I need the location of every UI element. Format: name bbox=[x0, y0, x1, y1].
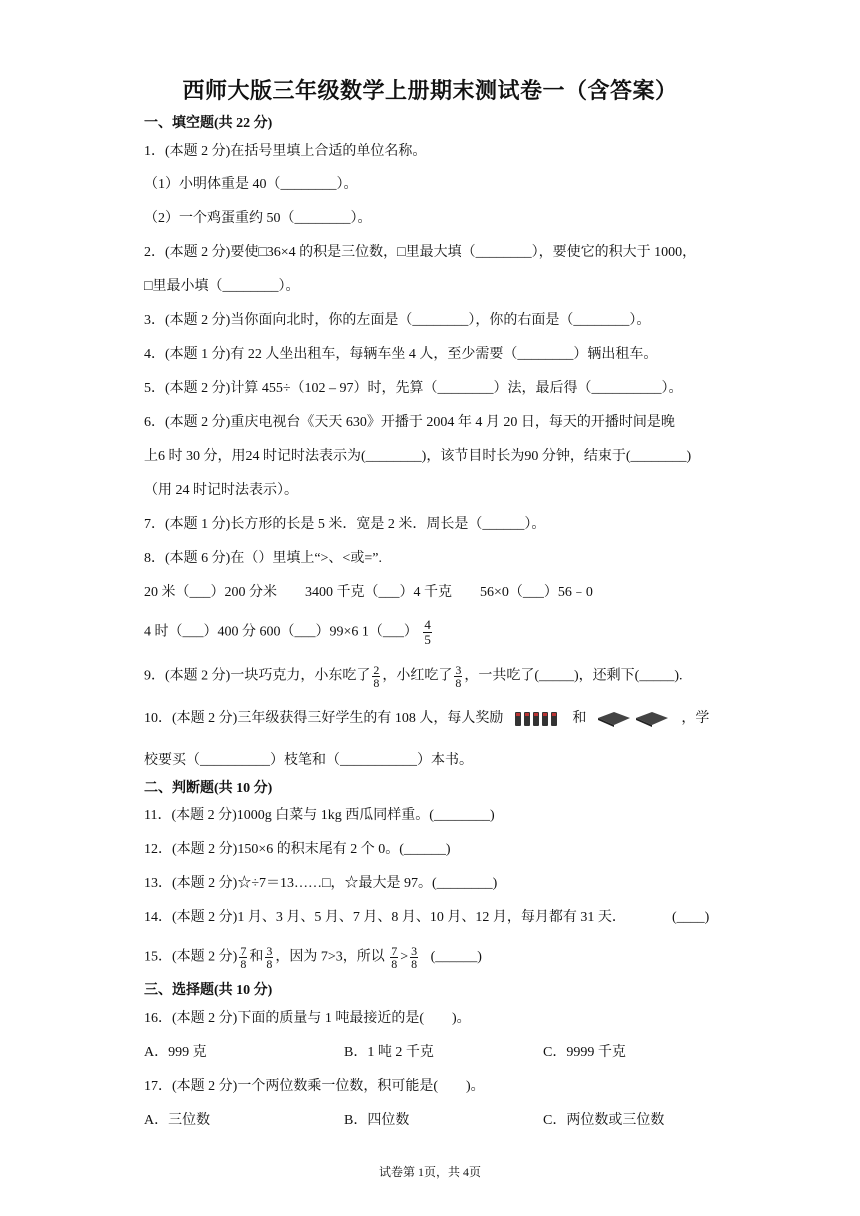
denominator: 8 bbox=[240, 957, 247, 971]
option-b: B．1 吨 2 千克 bbox=[344, 1045, 434, 1060]
fraction bbox=[454, 664, 462, 689]
numerator: 7 bbox=[391, 944, 398, 958]
question-2a: 2．(本题 2 分)要使□36×4 的积是三位数，□里最大填（________），要使它的积大于 1000， bbox=[144, 245, 697, 260]
denominator: 5 bbox=[424, 632, 431, 647]
fraction bbox=[390, 945, 398, 970]
question-4: 4．(本题 1 分)有 22 人坐出租车，每辆车坐 4 人，至少需要（________）辆出租车。 bbox=[144, 347, 658, 362]
question-6a: 6．(本题 2 分)重庆电视台《天天 630》开播于 2004 年 4 月 20 日，每天的开播时间是晚 bbox=[144, 415, 675, 430]
numerator: 3 bbox=[455, 663, 462, 677]
question-14-blank: (____) bbox=[672, 910, 710, 925]
denominator: 8 bbox=[455, 676, 462, 690]
question-1a: （1）小明体重是 40（________）。 bbox=[144, 177, 358, 192]
option-a: A．三位数 bbox=[144, 1113, 211, 1128]
option-c: C．9999 千克 bbox=[543, 1045, 626, 1060]
option-c: C．两位数或三位数 bbox=[543, 1113, 665, 1128]
question-5: 5．(本题 2 分)计算 455÷（102 – 97）时，先算（________）法，最后得（__________）。 bbox=[144, 381, 683, 396]
question-17: 17．(本题 2 分)一个两位数乘一位数，积可能是( )。 bbox=[144, 1079, 485, 1094]
fraction bbox=[372, 664, 380, 689]
question-2b: □里最小填（________）。 bbox=[144, 279, 300, 294]
question-9 bbox=[144, 664, 682, 689]
fraction bbox=[239, 945, 247, 970]
numerator: 2 bbox=[373, 663, 380, 677]
question-6b: 上6 时 30 分，用24 时记时法表示为(________)，该节目时长为90 分钟，结束于(________) bbox=[144, 449, 692, 464]
section-heading: 三、选择题(共 10 分) bbox=[144, 983, 273, 998]
numerator: 3 bbox=[266, 944, 273, 958]
question-15 bbox=[144, 945, 482, 970]
question-6c: （用 24 时记时法表示）。 bbox=[144, 483, 298, 498]
section-heading: 二、判断题(共 10 分) bbox=[144, 781, 273, 796]
option-a: A．999 克 bbox=[144, 1045, 207, 1060]
question-16: 16．(本题 2 分)下面的质量与 1 吨最接近的是( )。 bbox=[144, 1011, 471, 1026]
question-10b: 校要买（__________）枝笔和（___________）本书。 bbox=[144, 753, 473, 768]
question-14: 14．(本题 2 分)1 月、3 月、5 月、7 月、8 月、10 月、12 月，每月都有 31 天． bbox=[144, 910, 626, 925]
question-15-blank: (______) bbox=[430, 949, 482, 965]
page-title: 西师大版三年级数学上册期末测试卷一（含答案） bbox=[182, 78, 678, 103]
question-9-text: ，小红吃了 bbox=[382, 668, 453, 684]
question-1b: （2）一个鸡蛋重约 50（________）。 bbox=[144, 211, 372, 226]
denominator: 8 bbox=[391, 957, 398, 971]
numerator: 3 bbox=[411, 944, 418, 958]
question-8a: 20 米（___）200 分米 3400 千克（___）4 千克 56×0（___）56﹣0 bbox=[144, 585, 593, 600]
question-7: 7．(本题 1 分)长方形的长是 5 米．宽是 2 米．周长是（______）。 bbox=[144, 517, 546, 532]
question-10-text: 和 bbox=[572, 711, 587, 726]
denominator: 8 bbox=[373, 676, 380, 690]
question-15-text: > bbox=[400, 949, 409, 965]
question-9-text: ，一共吃了(_____)，还剩下(_____). bbox=[464, 668, 683, 684]
question-8b-text: 4 时（___）400 分 600（___）99×6 1（___） bbox=[144, 624, 418, 640]
denominator: 8 bbox=[411, 957, 418, 971]
fraction bbox=[265, 945, 273, 970]
pens-image bbox=[513, 710, 563, 728]
numerator: 7 bbox=[240, 944, 247, 958]
section-heading: 一、填空题(共 22 分) bbox=[144, 116, 273, 131]
question-8: 8．(本题 6 分)在（）里填上“>、<或=”. bbox=[144, 551, 382, 566]
question-1: 1．(本题 2 分)在括号里填上合适的单位名称。 bbox=[144, 144, 427, 159]
question-10 bbox=[144, 709, 709, 729]
books-image bbox=[596, 710, 672, 728]
question-9-text: 9．(本题 2 分)一块巧克力，小东吃了 bbox=[144, 668, 371, 684]
question-15-text: ，因为 7>3，所以 bbox=[275, 949, 385, 965]
option-b: B．四位数 bbox=[344, 1113, 410, 1128]
question-15-text: 和 bbox=[249, 949, 264, 965]
question-12: 12．(本题 2 分)150×6 的积末尾有 2 个 0。(______) bbox=[144, 842, 451, 857]
denominator: 8 bbox=[266, 957, 273, 971]
question-15-text: 15．(本题 2 分) bbox=[144, 949, 238, 965]
question-10-text: 10．(本题 2 分)三年级获得三好学生的有 108 人，每人奖励 bbox=[144, 711, 504, 726]
question-11: 11．(本题 2 分)1000g 白菜与 1kg 西瓜同样重。(________) bbox=[144, 808, 495, 823]
fraction bbox=[410, 945, 418, 970]
page-footer: 试卷第 1页，共 4页 bbox=[378, 1165, 481, 1179]
question-10-text: ，学 bbox=[681, 711, 710, 726]
numerator: 4 bbox=[424, 617, 431, 632]
question-8b bbox=[144, 618, 434, 647]
question-13: 13．(本题 2 分)☆÷7＝13……□，☆最大是 97。(________) bbox=[144, 876, 498, 891]
question-3: 3．(本题 2 分)当你面向北时，你的左面是（________），你的右面是（________）。 bbox=[144, 313, 651, 328]
fraction bbox=[423, 618, 432, 647]
